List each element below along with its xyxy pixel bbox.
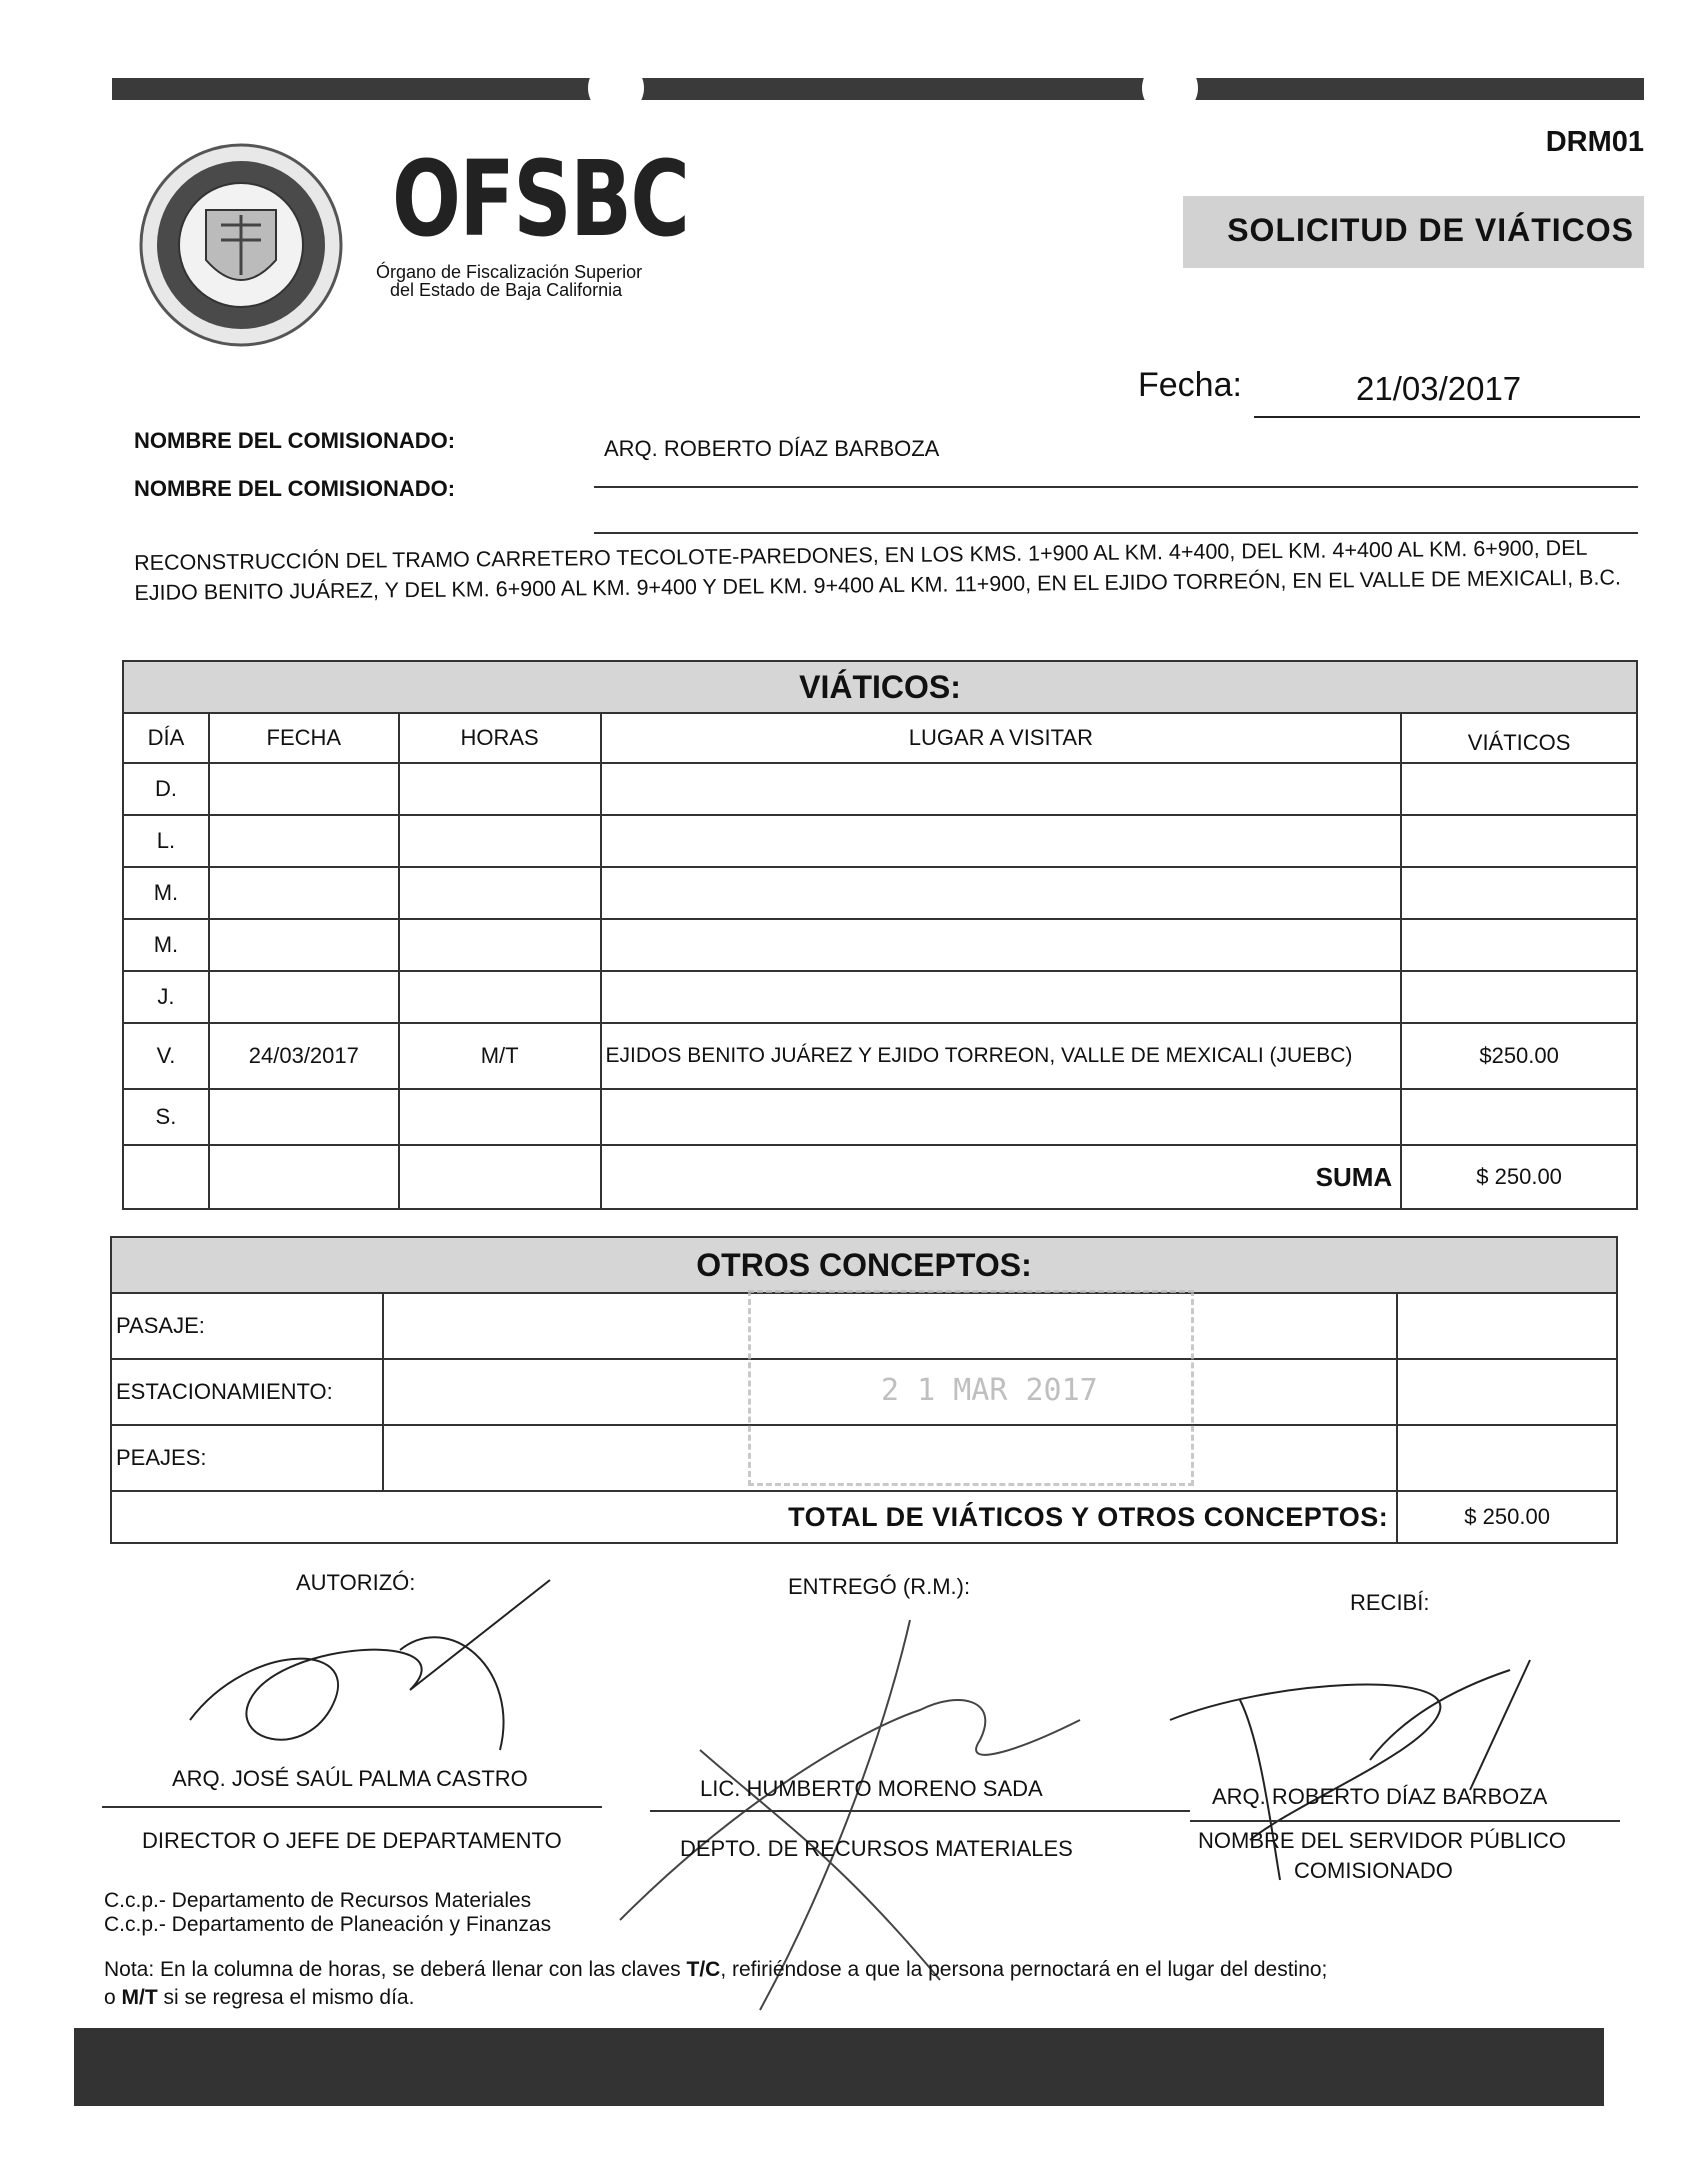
concepto-value[interactable] <box>1397 1425 1617 1491</box>
lugar-cell[interactable] <box>601 867 1402 919</box>
suma-row <box>123 1145 1637 1209</box>
concepto-value[interactable] <box>1397 1293 1617 1359</box>
suma-label: SUMA <box>601 1145 1402 1209</box>
col-header-viaticos: VIÁTICOS <box>1401 713 1637 763</box>
fecha-cell[interactable] <box>209 971 399 1023</box>
fecha-cell[interactable]: 24/03/2017 <box>209 1023 399 1089</box>
viaticos-cell[interactable] <box>1401 971 1637 1023</box>
empty-cell <box>209 1145 399 1209</box>
recibi-role: NOMBRE DEL SERVIDOR PÚBLICO <box>1198 1828 1566 1853</box>
table-row <box>123 1089 1637 1145</box>
nota-part3: o <box>104 1986 122 2009</box>
viaticos-cell[interactable] <box>1401 919 1637 971</box>
otros-conceptos-title: OTROS CONCEPTOS: <box>111 1237 1617 1293</box>
logo-wordmark: OFSBC <box>392 138 689 260</box>
fecha-underline <box>1254 416 1640 418</box>
table-row <box>123 815 1637 867</box>
autorizo-caption: AUTORIZÓ: <box>296 1570 416 1595</box>
dia-cell: L. <box>123 815 209 867</box>
table-row <box>123 763 1637 815</box>
horas-cell[interactable] <box>399 763 601 815</box>
dia-cell: M. <box>123 867 209 919</box>
signature-autorizo <box>170 1520 640 1780</box>
nota-text <box>104 1956 1624 2012</box>
concepto-value[interactable] <box>1397 1359 1617 1425</box>
dia-cell: J. <box>123 971 209 1023</box>
stamp-date: 2 1 MAR 2017 <box>881 1373 1098 1408</box>
comisionado-underline-1 <box>594 486 1638 488</box>
col-header-horas: HORAS <box>399 713 601 763</box>
dia-cell: V. <box>123 1023 209 1089</box>
entrego-role: DEPTO. DE RECURSOS MATERIALES <box>680 1836 1073 1861</box>
autorizo-role: DIRECTOR O JEFE DE DEPARTAMENTO <box>142 1828 562 1853</box>
recibi-line <box>1190 1820 1620 1822</box>
fecha-cell[interactable] <box>209 763 399 815</box>
nota-part4: si se regresa el mismo día. <box>157 1986 415 2009</box>
autorizo-line <box>102 1806 602 1808</box>
empty-cell <box>123 1145 209 1209</box>
viaticos-cell[interactable] <box>1401 763 1637 815</box>
viaticos-cell[interactable] <box>1401 867 1637 919</box>
ccp-line-2: C.c.p.- Departamento de Planeación y Finanzas <box>104 1913 552 1936</box>
punch-notch <box>1142 60 1198 116</box>
comisionado-label-2: NOMBRE DEL COMISIONADO: <box>134 476 456 501</box>
suma-value[interactable]: $ 250.00 <box>1401 1145 1637 1209</box>
ccp-line-1: C.c.p.- Departamento de Recursos Materiales <box>104 1889 532 1912</box>
fecha-label: Fecha: <box>1138 366 1242 404</box>
seal-logo <box>136 140 346 350</box>
horas-cell[interactable]: M/T <box>399 1023 601 1089</box>
recibi-role2: COMISIONADO <box>1294 1858 1453 1883</box>
table-row <box>123 867 1637 919</box>
table-row <box>123 1023 1637 1089</box>
lugar-cell[interactable] <box>601 919 1402 971</box>
table-row <box>123 919 1637 971</box>
total-label: TOTAL DE VIÁTICOS Y OTROS CONCEPTOS: <box>111 1491 1397 1543</box>
horas-cell[interactable] <box>399 919 601 971</box>
recibi-name: ARQ. ROBERTO DÍAZ BARBOZA <box>1212 1784 1548 1809</box>
viaticos-table <box>122 660 1638 1210</box>
title-box <box>1183 196 1644 268</box>
lugar-cell[interactable] <box>601 971 1402 1023</box>
lugar-cell[interactable] <box>601 1089 1402 1145</box>
form-title: SOLICITUD DE VIÁTICOS <box>1227 212 1634 248</box>
punch-notch <box>588 60 644 116</box>
horas-cell[interactable] <box>399 1089 601 1145</box>
horas-cell[interactable] <box>399 867 601 919</box>
fecha-cell[interactable] <box>209 1089 399 1145</box>
entrego-line <box>650 1810 1190 1812</box>
lugar-cell[interactable]: EJIDOS BENITO JUÁREZ Y EJIDO TORREON, VALLE DE MEXICALI (JUEBC) <box>601 1023 1402 1089</box>
lugar-cell[interactable] <box>601 815 1402 867</box>
lugar-cell[interactable] <box>601 763 1402 815</box>
dia-cell: M. <box>123 919 209 971</box>
viaticos-title: VIÁTICOS: <box>123 661 1637 713</box>
viaticos-cell[interactable]: $250.00 <box>1401 1023 1637 1089</box>
comisionado-label-1: NOMBRE DEL COMISIONADO: <box>134 428 456 453</box>
recibi-caption: RECIBÍ: <box>1350 1590 1430 1615</box>
nota-part2: , refiriéndose a que la persona pernoctará en el lugar del destino; <box>720 1958 1328 1981</box>
dia-cell: S. <box>123 1089 209 1145</box>
col-header-fecha: FECHA <box>209 713 399 763</box>
col-header-lugar: LUGAR A VISITAR <box>601 713 1402 763</box>
org-name-line1: Órgano de Fiscalización Superior <box>376 262 643 282</box>
commission-description: RECONSTRUCCIÓN DEL TRAMO CARRETERO TECOLOTE-PAREDONES, EN LOS KMS. 1+900 AL KM. 4+400, DEL KM. 4+400 AL KM. 6+900, DEL EJIDO BENITO JUÁREZ, Y DEL KM. 6+900 AL KM. 9+400 Y DEL KM. 9+400 AL KM. 11+900, EN EL EJIDO TORREÓN, EN EL VALLE DE MEXICALI, B.C. <box>134 535 1622 605</box>
nota-mt: M/T <box>121 1986 158 2009</box>
col-header-dia: DÍA <box>123 713 209 763</box>
comisionado-value-1[interactable]: ARQ. ROBERTO DÍAZ BARBOZA <box>604 436 940 461</box>
table-row <box>123 971 1637 1023</box>
fecha-cell[interactable] <box>209 919 399 971</box>
viaticos-cell[interactable] <box>1401 1089 1637 1145</box>
fecha-cell[interactable] <box>209 815 399 867</box>
dia-cell: D. <box>123 763 209 815</box>
nota-part1: Nota: En la columna de horas, se deberá llenar con las claves <box>104 1958 687 1981</box>
bottom-band <box>74 2028 1604 2106</box>
org-name-line2: del Estado de Baja California <box>390 280 623 300</box>
concepto-label: PEAJES: <box>111 1425 383 1491</box>
nota-tc: T/C <box>686 1958 721 1981</box>
concepto-label: PASAJE: <box>111 1293 383 1359</box>
horas-cell[interactable] <box>399 971 601 1023</box>
concepto-label: ESTACIONAMIENTO: <box>111 1359 383 1425</box>
autorizo-name: ARQ. JOSÉ SAÚL PALMA CASTRO <box>172 1766 528 1791</box>
fecha-cell[interactable] <box>209 867 399 919</box>
form-code: DRM01 <box>1545 126 1644 158</box>
top-band <box>112 78 1644 100</box>
empty-cell <box>399 1145 601 1209</box>
entrego-name: LIC. HUMBERTO MORENO SADA <box>700 1776 1043 1801</box>
horas-cell[interactable] <box>399 815 601 867</box>
viaticos-cell[interactable] <box>1401 815 1637 867</box>
fecha-value[interactable]: 21/03/2017 <box>1356 370 1522 407</box>
entrego-caption: ENTREGÓ (R.M.): <box>788 1574 971 1599</box>
received-stamp <box>748 1290 1194 1486</box>
total-value[interactable]: $ 250.00 <box>1397 1491 1617 1543</box>
